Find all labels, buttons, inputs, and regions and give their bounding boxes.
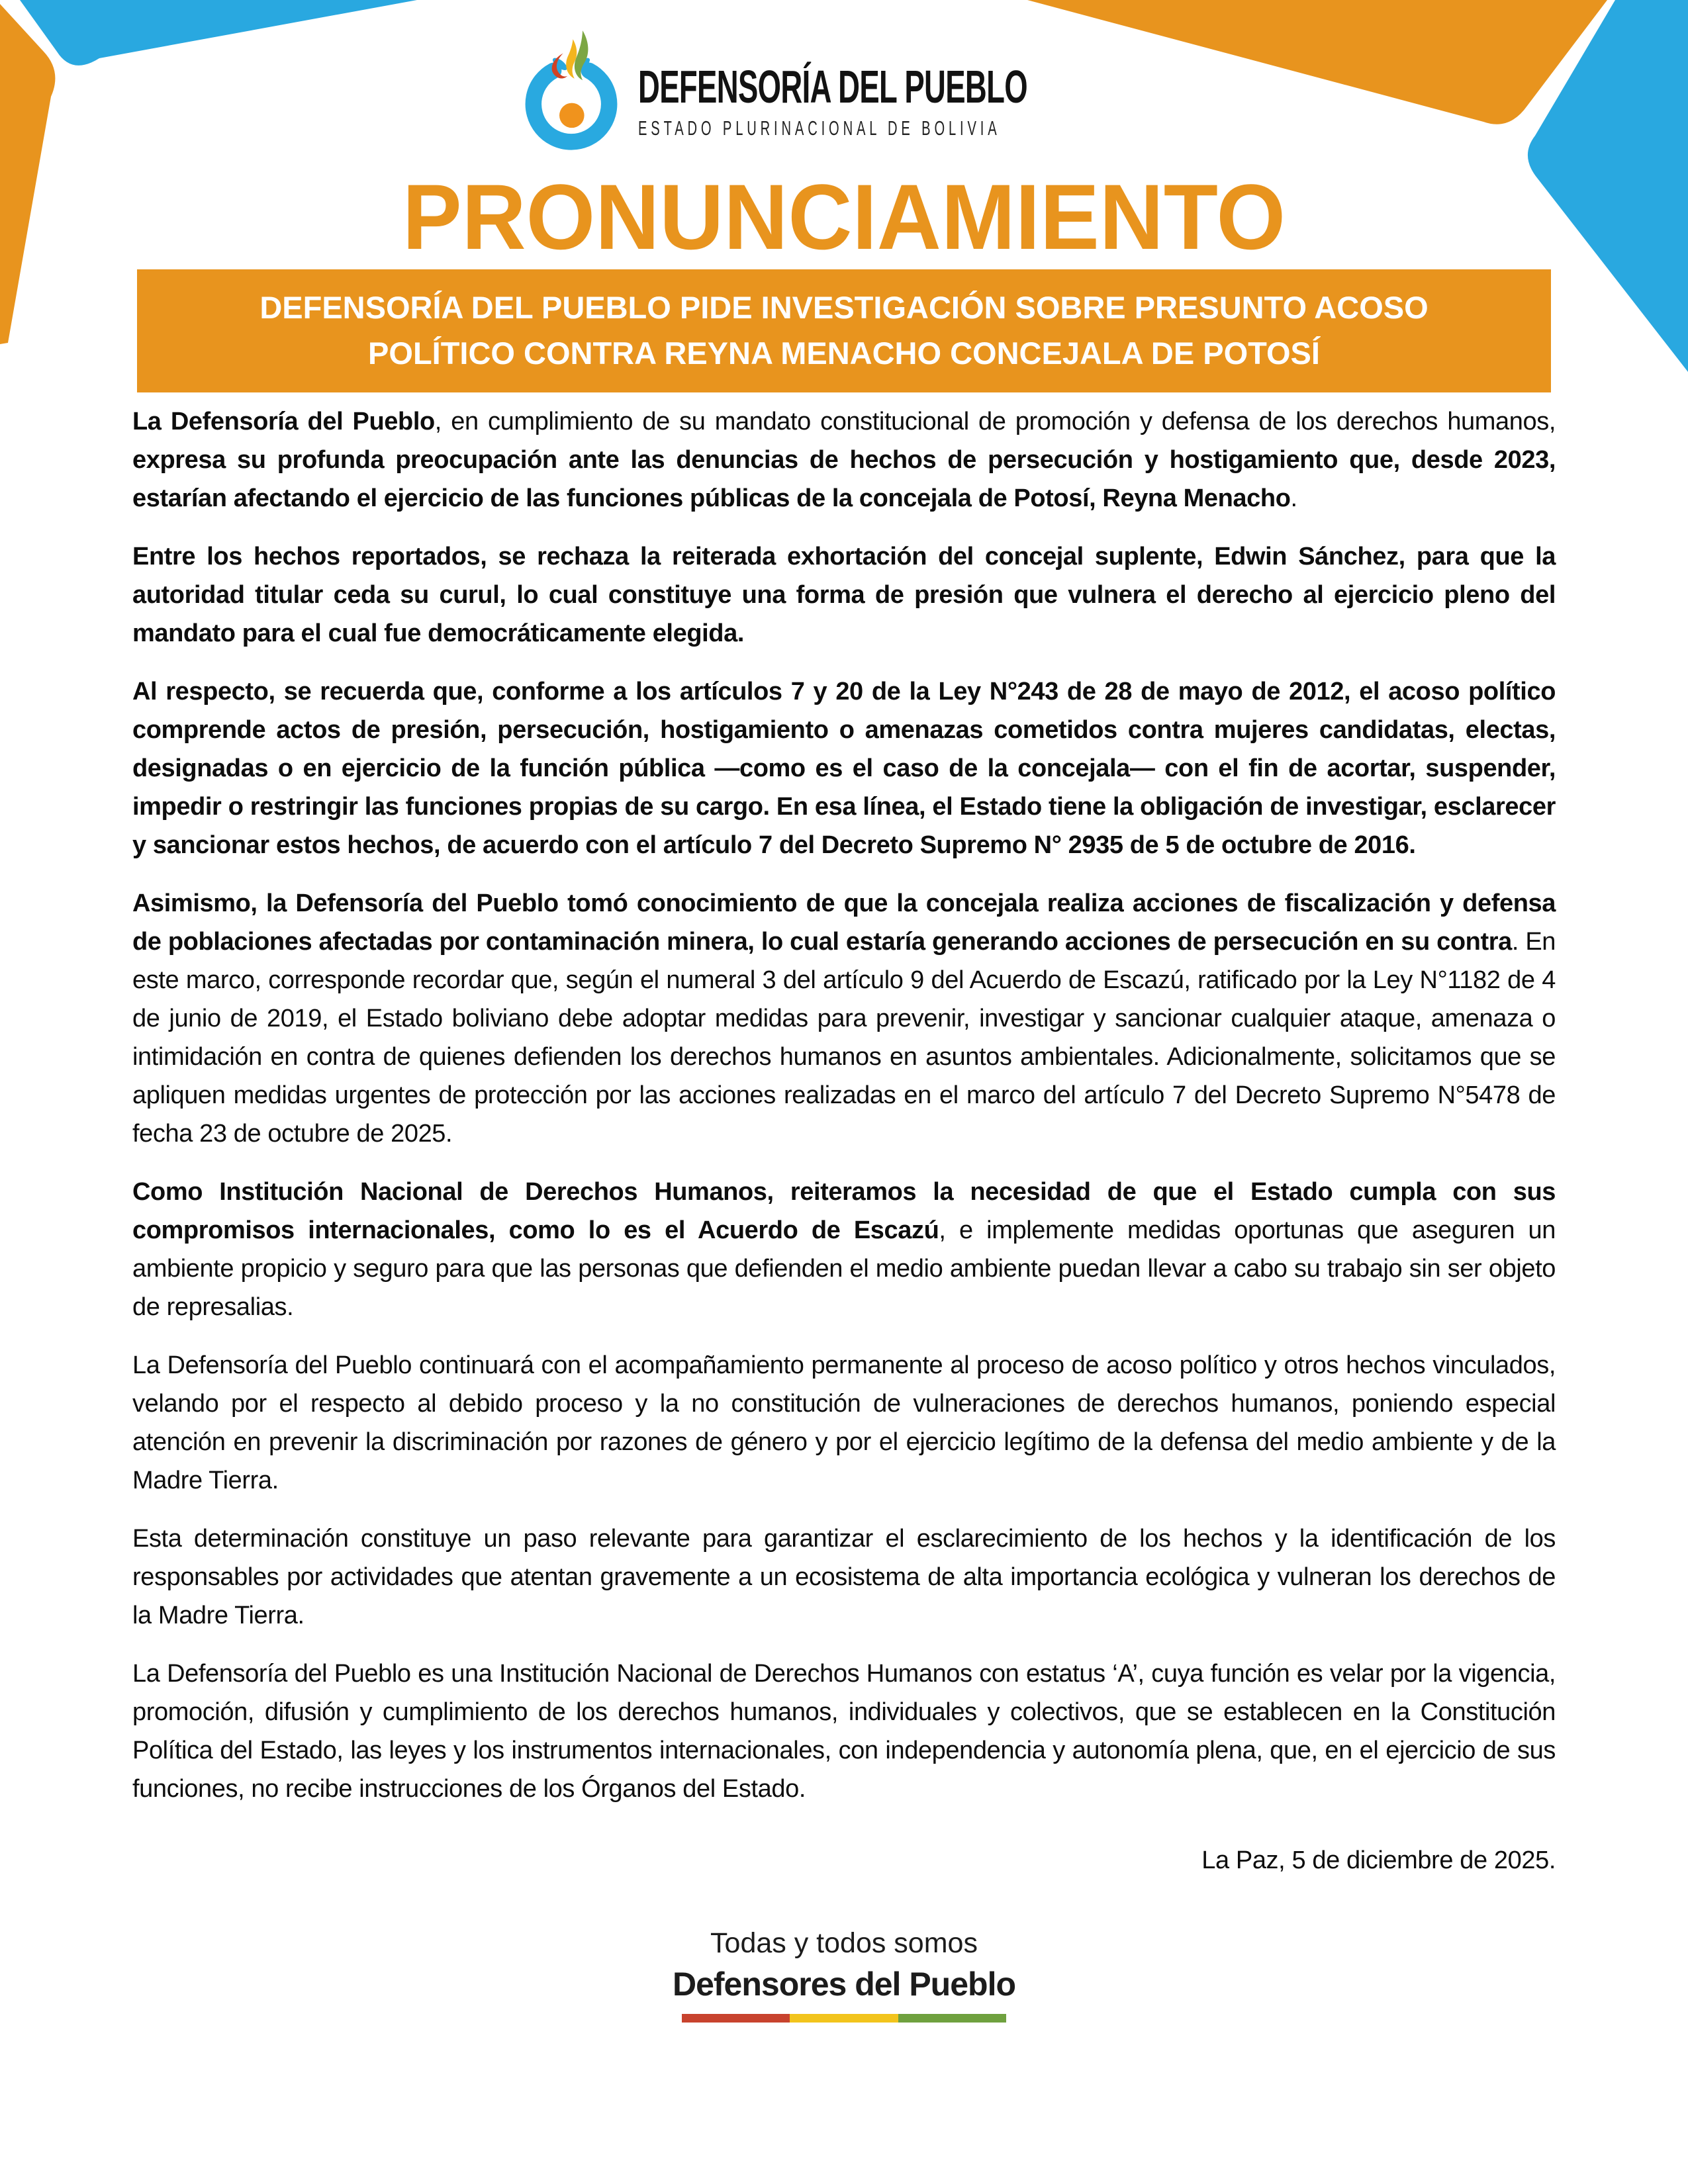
paragraph: Esta determinación constituye un paso relevante para garantizar el esclarecimiento de los hechos y la identificación de los responsables por actividades que atentan gravemente a un ecosistema de alta importancia ecológica y vulneran los derechos de la Madre Tierra. — [132, 1525, 1556, 1629]
logo-title: DEFENSORÍA DEL PUEBLO — [638, 61, 1028, 113]
logo-text-block — [638, 61, 1028, 140]
bolivia-flag-bar — [682, 2014, 1006, 2023]
logo-subtitle: ESTADO PLURINACIONAL DE BOLIVIA — [638, 116, 1001, 140]
headline-line-1: DEFENSORÍA DEL PUEBLO PIDE INVESTIGACIÓN SOBRE PRESUNTO ACOSO — [259, 290, 1429, 326]
page-title: PRONUNCIAMIENTO — [402, 165, 1286, 269]
paragraph: Entre los hechos reportados, se rechaza la reiterada exhortación del concejal suplente, Edwin Sánchez, para que la autoridad titular ceda su curul, lo cual constituye una forma de presión que vulnera el derecho al ejercicio pleno del mandato para el cual fue democráticamente elegida. — [132, 543, 1556, 647]
paragraph: Asimismo, la Defensoría del Pueblo tomó conocimiento de que la concejala realiza acciones de fiscalización y defensa de poblaciones afectadas por contaminación minera, lo cual estaría generando acciones de persecución en su contra. En este marco, corresponde recordar que, según el numeral 3 del artículo 9 del Acuerdo de Escazú, ratificado por la Ley N°1182 de 4 de junio de 2019, el Estado boliviano debe adoptar medidas para prevenir, investigar y sancionar cualquier ataque, amenaza o intimidación en contra de quienes defienden los derechos humanos en asuntos ambientales. Adicionalmente, solicitamos que se apliquen medidas urgentes de protección por las acciones realizadas en el marco del artículo 7 del Decreto Supremo N°5478 de fecha 23 de octubre de 2025. — [132, 889, 1556, 1148]
flag-green-segment — [898, 2014, 1006, 2023]
headline-line-2: POLÍTICO CONTRA REYNA MENACHO CONCEJALA DE POTOSÍ — [368, 336, 1320, 371]
deco-top-left-blue — [20, 0, 417, 66]
footer-slogan-line2: Defensores del Pueblo — [672, 1966, 1016, 2003]
footer — [0, 1927, 1688, 2023]
paragraph: La Defensoría del Pueblo, en cumplimiento de su mandato constitucional de promoción y defensa de los derechos humanos, expresa su profunda preocupación ante las denuncias de hechos de persecución y hostigamiento que, desde 2023, estarían afectando el ejercicio de las funciones públicas de la concejala de Potosí, Reyna Menacho. — [132, 408, 1556, 512]
flag-red-segment — [682, 2014, 790, 2023]
deco-top-right-orange — [1027, 0, 1607, 124]
paragraph: Como Institución Nacional de Derechos Humanos, reiteramos la necesidad de que el Estado cumpla con sus compromisos internacionales, como lo es el Acuerdo de Escazú, e implemente medidas oportunas que aseguren un ambiente propicio y seguro para que las personas que defienden el medio ambiente puedan llevar a cabo su trabajo sin ser objeto de represalias. — [132, 1178, 1556, 1321]
body-paragraphs — [132, 402, 1556, 1828]
defensoria-logo-icon — [506, 13, 636, 167]
paragraph: Al respecto, se recuerda que, conforme a los artículos 7 y 20 de la Ley N°243 de 28 de mayo de 2012, el acoso político comprende actos de presión, persecución, hostigamiento o amenazas cometidos contra mujeres candidatas, electas, designadas o en ejercicio de la función pública —como es el caso de la concejala— con el fin de acortar, suspender, impedir o restringir las funciones propias de su cargo. En esa línea, el Estado tiene la obligación de investigar, esclarecer y sancionar estos hechos, de acuerdo con el artículo 7 del Decreto Supremo N° 2935 de 5 de octubre de 2016. — [132, 678, 1556, 859]
paragraph: La Defensoría del Pueblo continuará con el acompañamiento permanente al proceso de acoso político y otros hechos vinculados, velando por el respecto al debido proceso y la no constitución de vulneraciones de derechos humanos, poniendo especial atención en prevenir la discriminación por razones de género y por el ejercicio legítimo de la defensa del medio ambiente y de la Madre Tierra. — [132, 1351, 1556, 1494]
date-line: La Paz, 5 de diciembre de 2025. — [1201, 1846, 1556, 1874]
footer-slogan-line1: Todas y todos somos — [710, 1927, 978, 1959]
headline-banner — [137, 269, 1551, 392]
flag-yellow-segment — [790, 2014, 898, 2023]
paragraph: La Defensoría del Pueblo es una Institución Nacional de Derechos Humanos con estatus ‘A’, cuya función es velar por la vigencia, promoción, difusión y cumplimiento de los derechos humanos, individuales y colectivos, que se establecen en la Constitución Política del Estado, las leyes y los instrumentos internacionales, con independencia y autonomía plena, que, en el ejercicio de sus funciones, no recibe instrucciones de los Órganos del Estado. — [132, 1660, 1556, 1803]
